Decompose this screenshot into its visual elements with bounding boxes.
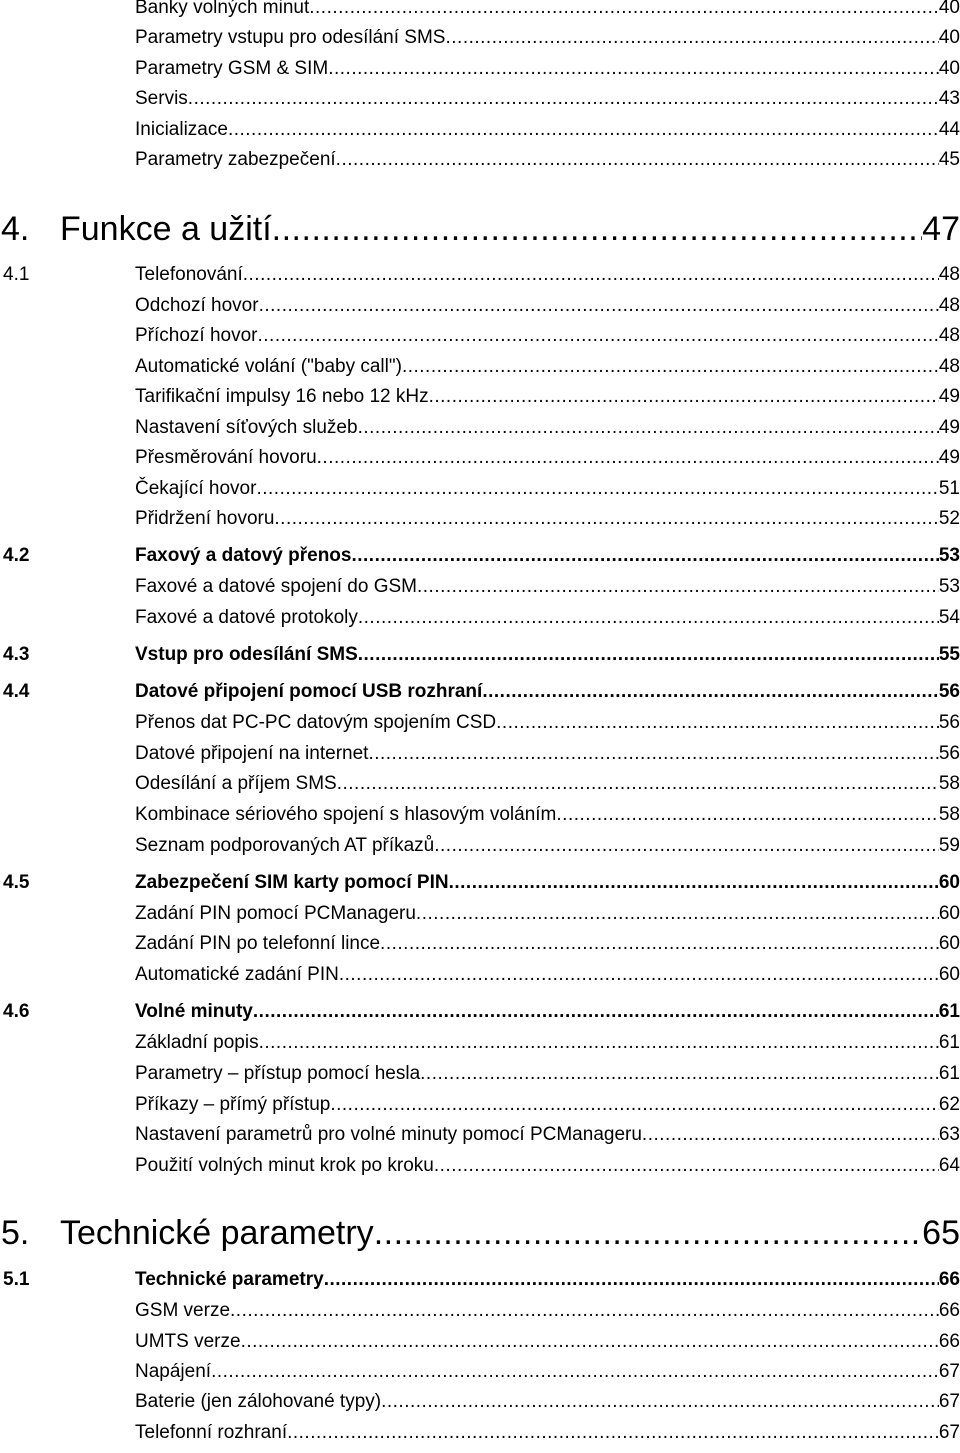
toc-entry-title[interactable]: Volné minuty	[135, 1001, 253, 1022]
toc-entry-line	[135, 28, 960, 47]
toc-entry-title[interactable]: Odesílání a příjem SMS	[135, 773, 337, 794]
toc-entry-page-number: 59	[938, 835, 960, 856]
toc-entry-page-number: 66	[938, 1300, 960, 1321]
toc-entry-title[interactable]: Parametry zabezpečení	[135, 149, 336, 170]
toc-entry-title[interactable]: Zadání PIN po telefonní lince	[135, 933, 381, 954]
toc-subsection-entry[interactable]	[0, 418, 960, 448]
toc-dot-leader	[241, 1332, 939, 1351]
toc-subsection-entry[interactable]	[0, 509, 960, 539]
toc-entry-title[interactable]: Telefonní rozhraní	[135, 1422, 288, 1443]
toc-subsection-entry[interactable]	[0, 608, 960, 638]
toc-subsection-entry[interactable]	[0, 448, 960, 478]
toc-entry-page-number: 52	[938, 508, 960, 529]
toc-entry-page-number: 56	[938, 743, 960, 764]
toc-dot-leader	[358, 608, 939, 627]
toc-dot-leader	[324, 1270, 939, 1289]
toc-dot-leader	[368, 744, 938, 763]
toc-entry-title[interactable]: Odchozí hovor	[135, 295, 259, 316]
toc-entry-title[interactable]: Telefonování	[135, 264, 243, 285]
toc-dot-leader	[336, 150, 939, 169]
toc-subsection-entry[interactable]	[0, 577, 960, 607]
toc-entry-title[interactable]: Technické parametry	[135, 1269, 324, 1290]
toc-chapter-entry[interactable]	[0, 212, 960, 256]
toc-section-entry[interactable]	[0, 546, 960, 576]
toc-entry-page-number: 61	[938, 1063, 960, 1084]
toc-entry-line	[135, 89, 960, 108]
toc-entry-title[interactable]: GSM verze	[135, 1300, 231, 1321]
toc-entry-number: 4.	[1, 210, 30, 248]
toc-entry-line	[135, 873, 960, 892]
toc-entry-line	[135, 1156, 960, 1175]
toc-entry-page-number: 54	[938, 607, 960, 628]
toc-entry-page-number: 64	[938, 1155, 960, 1176]
toc-subsection-entry[interactable]	[0, 1362, 960, 1392]
toc-entry-line	[135, 296, 960, 315]
toc-entry-page-number: 65	[922, 1214, 960, 1252]
toc-dot-leader	[258, 326, 939, 345]
toc-dot-leader	[434, 1156, 939, 1175]
toc-entry-line	[135, 59, 960, 78]
toc-entry-page-number: 55	[938, 644, 960, 665]
toc-entry-title[interactable]: Banky volných minut	[135, 0, 310, 18]
toc-dot-leader	[358, 645, 939, 664]
toc-subsection-entry[interactable]	[0, 326, 960, 356]
toc-entry-line	[135, 1064, 960, 1083]
toc-entry-page-number: 67	[938, 1391, 960, 1412]
toc-entry-page-number: 60	[938, 903, 960, 924]
toc-entry-page-number: 56	[938, 712, 960, 733]
toc-dot-leader	[309, 0, 939, 17]
toc-entry-page-number: 48	[938, 264, 960, 285]
toc-subsection-entry[interactable]	[0, 59, 960, 89]
toc-entry-title[interactable]: Přenos dat PC-PC datovým spojením CSD	[135, 712, 497, 733]
toc-entry-page-number: 49	[938, 447, 960, 468]
toc-entry-line	[135, 546, 960, 565]
toc-subsection-entry[interactable]	[0, 0, 960, 28]
toc-dot-leader	[434, 836, 939, 855]
toc-entry-page-number: 61	[938, 1032, 960, 1053]
toc-entry-number: 5.	[1, 1214, 30, 1252]
toc-entry-line	[135, 965, 960, 984]
toc-dot-leader	[287, 1423, 939, 1442]
toc-entry-line	[135, 904, 960, 923]
toc-subsection-entry[interactable]	[0, 774, 960, 804]
toc-dot-leader	[337, 774, 939, 793]
toc-entry-line	[135, 387, 960, 406]
toc-entry-line	[135, 265, 960, 284]
toc-entry-page-number: 63	[938, 1124, 960, 1145]
toc-entry-line	[135, 774, 960, 793]
toc-entry-line	[135, 1002, 960, 1021]
toc-entry-title[interactable]: Funkce a užití	[60, 210, 272, 248]
toc-entry-title[interactable]: Automatické zadání PIN	[135, 964, 339, 985]
toc-entry-line	[135, 150, 960, 169]
toc-subsection-entry[interactable]	[0, 934, 960, 964]
toc-entry-title[interactable]: Příkazy – přímý přístup	[135, 1094, 331, 1115]
toc-entry-line	[135, 682, 960, 701]
toc-subsection-entry[interactable]	[0, 744, 960, 774]
toc-dot-leader	[482, 682, 939, 701]
toc-entry-number: 4.1	[3, 264, 30, 285]
toc-entry-page-number: 67	[938, 1361, 960, 1382]
toc-entry-line	[135, 509, 960, 528]
toc-entry-line	[135, 713, 960, 732]
toc-entry-page-number: 40	[938, 58, 960, 79]
toc-entry-line	[135, 1362, 960, 1381]
toc-entry-title[interactable]: Nastavení parametrů pro volné minuty pomocí PCManageru	[135, 1124, 642, 1145]
toc-entry-title[interactable]: UMTS verze	[135, 1331, 241, 1352]
toc-section-entry[interactable]	[0, 873, 960, 903]
toc-subsection-entry[interactable]	[0, 965, 960, 995]
toc-dot-leader	[381, 1392, 939, 1411]
toc-subsection-entry[interactable]	[0, 479, 960, 509]
toc-entry-page-number: 60	[938, 933, 960, 954]
toc-section-entry[interactable]	[0, 1270, 960, 1300]
toc-dot-leader	[230, 1301, 939, 1320]
toc-entry-title[interactable]: Parametry vstupu pro odesílání SMS	[135, 27, 446, 48]
toc-entry-number: 4.3	[3, 644, 30, 665]
toc-entry-title[interactable]: Nastavení síťových služeb	[135, 417, 358, 438]
toc-dot-leader	[429, 387, 939, 406]
toc-entry-page-number: 40	[938, 27, 960, 48]
toc-entry-title[interactable]: Použití volných minut krok po kroku	[135, 1155, 434, 1176]
toc-subsection-entry[interactable]	[0, 150, 960, 180]
toc-entry-title[interactable]: Parametry – přístup pomocí hesla	[135, 1063, 421, 1084]
toc-dot-leader	[259, 1033, 939, 1052]
toc-entry-number: 4.5	[3, 872, 30, 893]
toc-subsection-entry[interactable]	[0, 1392, 960, 1422]
toc-entry-title[interactable]: Zadání PIN pomocí PCManageru	[135, 903, 416, 924]
toc-entry-title[interactable]: Servis	[135, 88, 188, 109]
toc-subsection-entry[interactable]	[0, 1156, 960, 1186]
toc-entry-title[interactable]: Datové připojení pomocí USB rozhraní	[135, 681, 483, 702]
toc-entry-line	[135, 1423, 960, 1442]
toc-dot-leader	[358, 418, 939, 437]
toc-dot-leader	[256, 479, 938, 498]
toc-entry-line	[135, 608, 960, 627]
toc-entry-line	[135, 479, 960, 498]
toc-entry-title[interactable]: Seznam podporovaných AT příkazů	[135, 835, 435, 856]
toc-entry-page-number: 67	[938, 1422, 960, 1443]
toc-entry-page-number: 48	[938, 295, 960, 316]
toc-chapter-entry[interactable]	[0, 1216, 960, 1260]
toc-dot-leader	[556, 805, 938, 824]
toc-dot-leader	[328, 59, 939, 78]
toc-dot-leader	[253, 1002, 939, 1021]
toc-entry-page-number: 49	[938, 417, 960, 438]
toc-entry-line	[135, 326, 960, 345]
toc-entry-title[interactable]: Čekající hovor	[135, 478, 257, 499]
toc-entry-line	[135, 1095, 960, 1114]
toc-entry-line	[135, 744, 960, 763]
toc-entry-line	[135, 577, 960, 596]
toc-entry-page-number: 60	[938, 872, 960, 893]
toc-entry-title[interactable]: Zabezpečení SIM karty pomocí PIN	[135, 872, 449, 893]
toc-entry-page-number: 49	[938, 386, 960, 407]
toc-subsection-entry[interactable]	[0, 836, 960, 866]
toc-entry-line	[135, 357, 960, 376]
toc-subsection-entry[interactable]	[0, 713, 960, 743]
toc-entry-title[interactable]: Technické parametry	[60, 1214, 374, 1252]
toc-section-entry[interactable]	[0, 682, 960, 712]
toc-dot-leader	[417, 577, 939, 596]
toc-entry-line	[135, 1270, 960, 1289]
toc-entry-page-number: 58	[938, 804, 960, 825]
toc-entry-line	[135, 1301, 960, 1320]
toc-entry-line	[60, 1216, 960, 1250]
toc-entry-title[interactable]: Přidržení hovoru	[135, 508, 275, 529]
toc-dot-leader	[228, 120, 939, 139]
toc-entry-line	[135, 1392, 960, 1411]
toc-entry-line	[135, 836, 960, 855]
toc-subsection-entry[interactable]	[0, 1064, 960, 1094]
toc-entry-title[interactable]: Přesměrování hovoru	[135, 447, 317, 468]
toc-dot-leader	[211, 1362, 939, 1381]
toc-entry-title[interactable]: Faxový a datový přenos	[135, 545, 352, 566]
toc-entry-line	[135, 805, 960, 824]
toc-subsection-entry[interactable]	[0, 904, 960, 934]
toc-dot-leader	[420, 1064, 939, 1083]
toc-dot-leader	[243, 265, 939, 284]
toc-entry-line	[135, 0, 960, 17]
toc-entry-title[interactable]: Faxové a datové protokoly	[135, 607, 358, 628]
toc-entry-line	[135, 1033, 960, 1052]
toc-dot-leader	[272, 212, 923, 246]
toc-dot-leader	[274, 509, 938, 528]
toc-section-entry[interactable]	[0, 265, 960, 295]
toc-entry-page-number: 56	[938, 681, 960, 702]
toc-dot-leader	[496, 713, 939, 732]
toc-dot-leader	[416, 904, 939, 923]
toc-dot-leader	[259, 296, 939, 315]
toc-entry-line	[135, 934, 960, 953]
toc-entry-page-number: 60	[938, 964, 960, 985]
toc-subsection-entry[interactable]	[0, 296, 960, 326]
toc-subsection-entry[interactable]	[0, 1332, 960, 1362]
toc-entry-page-number: 47	[922, 210, 960, 248]
toc-entry-title[interactable]: Příchozí hovor	[135, 325, 258, 346]
toc-subsection-entry[interactable]	[0, 1301, 960, 1331]
toc-subsection-entry[interactable]	[0, 387, 960, 417]
toc-entry-number: 4.6	[3, 1001, 30, 1022]
toc-subsection-entry[interactable]	[0, 1095, 960, 1125]
toc-dot-leader	[330, 1095, 939, 1114]
toc-entry-line	[135, 448, 960, 467]
toc-entry-page-number: 53	[938, 545, 960, 566]
toc-subsection-entry[interactable]	[0, 805, 960, 835]
toc-entry-title[interactable]: Inicializace	[135, 119, 228, 140]
toc-entry-page-number: 61	[938, 1001, 960, 1022]
toc-entry-title[interactable]: Napájení	[135, 1361, 212, 1382]
toc-entry-page-number: 40	[938, 0, 960, 18]
toc-dot-leader	[380, 934, 939, 953]
toc-entry-page-number: 48	[938, 325, 960, 346]
toc-subsection-entry[interactable]	[0, 120, 960, 150]
toc-entry-page-number: 66	[938, 1269, 960, 1290]
toc-entry-page-number: 48	[938, 356, 960, 377]
toc-entry-title[interactable]: Automatické volání ("baby call")	[135, 356, 402, 377]
toc-subsection-entry[interactable]	[0, 1125, 960, 1155]
toc-entry-line	[135, 1332, 960, 1351]
toc-section-entry[interactable]	[0, 645, 960, 675]
toc-entry-line	[135, 418, 960, 437]
toc-dot-leader	[188, 89, 939, 108]
toc-subsection-entry[interactable]	[0, 28, 960, 58]
toc-entry-title[interactable]: Kombinace sériového spojení s hlasovým voláním	[135, 804, 557, 825]
toc-subsection-entry[interactable]	[0, 357, 960, 387]
toc-entry-page-number: 66	[938, 1331, 960, 1352]
toc-subsection-entry[interactable]	[0, 1033, 960, 1063]
toc-entry-page-number: 58	[938, 773, 960, 794]
toc-dot-leader	[374, 1216, 922, 1250]
toc-entry-title[interactable]: Tarifikační impulsy 16 nebo 12 kHz	[135, 386, 429, 407]
toc-dot-leader	[317, 448, 939, 467]
toc-subsection-entry[interactable]	[0, 89, 960, 119]
toc-dot-leader	[449, 873, 939, 892]
toc-entry-title[interactable]: Faxové a datové spojení do GSM	[135, 576, 417, 597]
toc-dot-leader	[402, 357, 939, 376]
toc-entry-title[interactable]: Parametry GSM & SIM	[135, 58, 329, 79]
toc-dot-leader	[642, 1125, 939, 1144]
toc-entry-title[interactable]: Baterie (jen zálohované typy)	[135, 1391, 382, 1412]
toc-entry-title[interactable]: Základní popis	[135, 1032, 259, 1053]
toc-subsection-entry[interactable]	[0, 1423, 960, 1453]
toc-entry-title[interactable]: Vstup pro odesílání SMS	[135, 644, 358, 665]
toc-dot-leader	[339, 965, 939, 984]
toc-entry-number: 5.1	[3, 1269, 30, 1290]
toc-entry-number: 4.2	[3, 545, 30, 566]
toc-entry-title[interactable]: Datové připojení na internet	[135, 743, 369, 764]
toc-entry-number: 4.4	[3, 681, 30, 702]
toc-entry-line	[135, 645, 960, 664]
toc-entry-line	[135, 120, 960, 139]
toc-dot-leader	[445, 28, 938, 47]
toc-entry-line	[60, 212, 960, 246]
toc-entry-page-number: 44	[938, 119, 960, 140]
toc-entry-line	[135, 1125, 960, 1144]
toc-entry-page-number: 51	[938, 478, 960, 499]
toc-section-entry[interactable]	[0, 1002, 960, 1032]
toc-entry-page-number: 45	[938, 149, 960, 170]
toc-entry-page-number: 53	[938, 576, 960, 597]
toc-entry-page-number: 62	[938, 1094, 960, 1115]
toc-entry-page-number: 43	[938, 88, 960, 109]
toc-dot-leader	[351, 546, 938, 565]
